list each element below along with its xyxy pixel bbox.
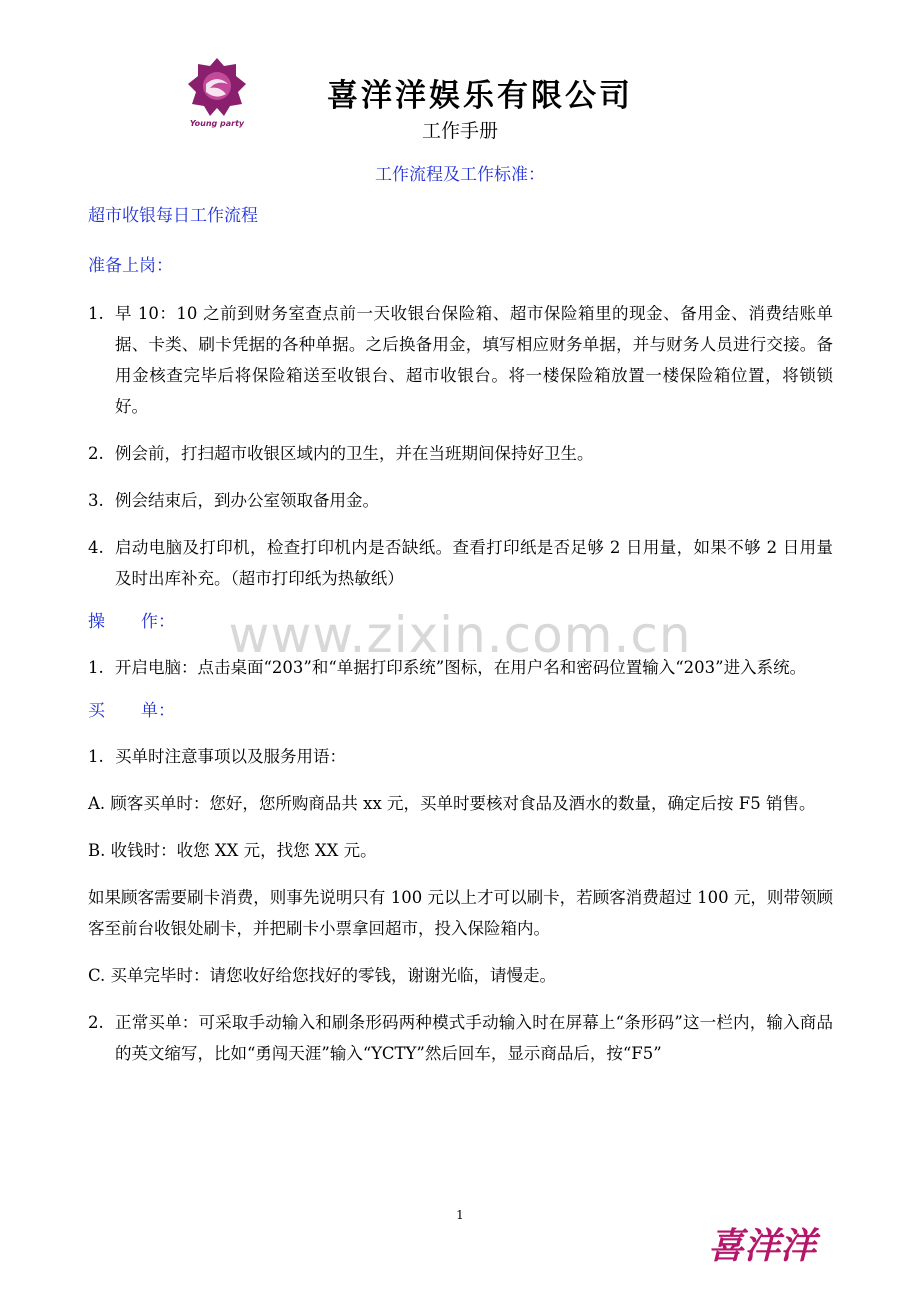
item-text: 例会前，打扫超市收银区域内的卫生，并在当班期间保持好卫生。 (115, 444, 594, 463)
list-item (88, 1007, 833, 1069)
paragraph-a: A. 顾客买单时：您好，您所购商品共 xx 元，买单时要核对食品及酒水的数量，确定后按 F5 销售。 (88, 794, 816, 813)
item-text: 启动电脑及打印机，检查打印机内是否缺纸。查看打印纸是否足够 2 日用量，如果不够 2 日用量及时出库补充。（超市打印纸为热敏纸） (115, 538, 833, 588)
list-item (88, 741, 833, 772)
paragraph-b: B. 收钱时：收您 XX 元，找您 XX 元。 (88, 841, 377, 860)
company-name: 喜洋洋娱乐有限公司 (327, 78, 633, 114)
list-item (88, 438, 833, 469)
item-number: 1. (88, 304, 104, 323)
page-number: 1 (456, 1208, 464, 1222)
paragraph-c: C. 买单完毕时：请您收好给您找好的零钱，谢谢光临，请慢走。 (88, 966, 557, 985)
list-item (88, 532, 833, 594)
item-text: 正常买单：可采取手动输入和刷条形码两种模式手动输入时在屏幕上“条形码”这一栏内，输入商品的英文缩写，比如“勇闯天涯”输入“YCTY”然后回车，显示商品后，按“F5” (115, 1013, 833, 1063)
logo-text: Young party (189, 119, 245, 128)
workflow-title: 超市收银每日工作流程 (88, 206, 258, 226)
item-number: 1. (88, 658, 104, 677)
paragraph-card: 如果顾客需要刷卡消费，则事先说明只有 100 元以上才可以刷卡，若顾客消费超过 100 元，则带领顾客至前台收银处刷卡，并把刷卡小票拿回超市，投入保险箱内。 (88, 888, 833, 938)
item-text: 例会结束后，到办公室领取备用金。 (115, 491, 379, 510)
checkout-heading-a: 买 (88, 701, 105, 721)
list-item (88, 298, 833, 422)
operate-heading-a: 操 (88, 612, 105, 632)
item-text: 买单时注意事项以及服务用语： (115, 747, 346, 766)
operate-heading-b: 作： (141, 612, 175, 632)
watermark: www.zixin.com.cn (228, 606, 692, 664)
prepare-heading: 准备上岗： (88, 256, 173, 276)
checkout-heading-b: 单： (141, 701, 175, 721)
section-title: 工作流程及工作标准： (375, 165, 545, 185)
item-number: 3. (88, 491, 104, 510)
item-number: 2. (88, 444, 104, 463)
item-number: 1. (88, 747, 104, 766)
item-text: 开启电脑：点击桌面“203”和“单据打印系统”图标，在用户名和密码位置输入“203”进入系统。 (115, 658, 807, 677)
item-number: 2. (88, 1013, 104, 1032)
item-number: 4. (88, 538, 104, 557)
manual-subtitle: 工作手册 (421, 120, 498, 142)
list-item (88, 485, 833, 516)
brand-mark: 喜洋洋 (708, 1225, 817, 1267)
item-text: 早 10：10 之前到财务室查点前一天收银台保险箱、超市保险箱里的现金、备用金、消费结账单据、卡类、刷卡凭据的各种单据。之后换备用金，填写相应财务单据，并与财务人员进行交接。备用金核查完毕后将保险箱送至收银台、超市收银台。将一楼保险箱放置一楼保险箱位置，将锁锁好。 (115, 304, 833, 416)
checkout-heading (88, 699, 833, 723)
